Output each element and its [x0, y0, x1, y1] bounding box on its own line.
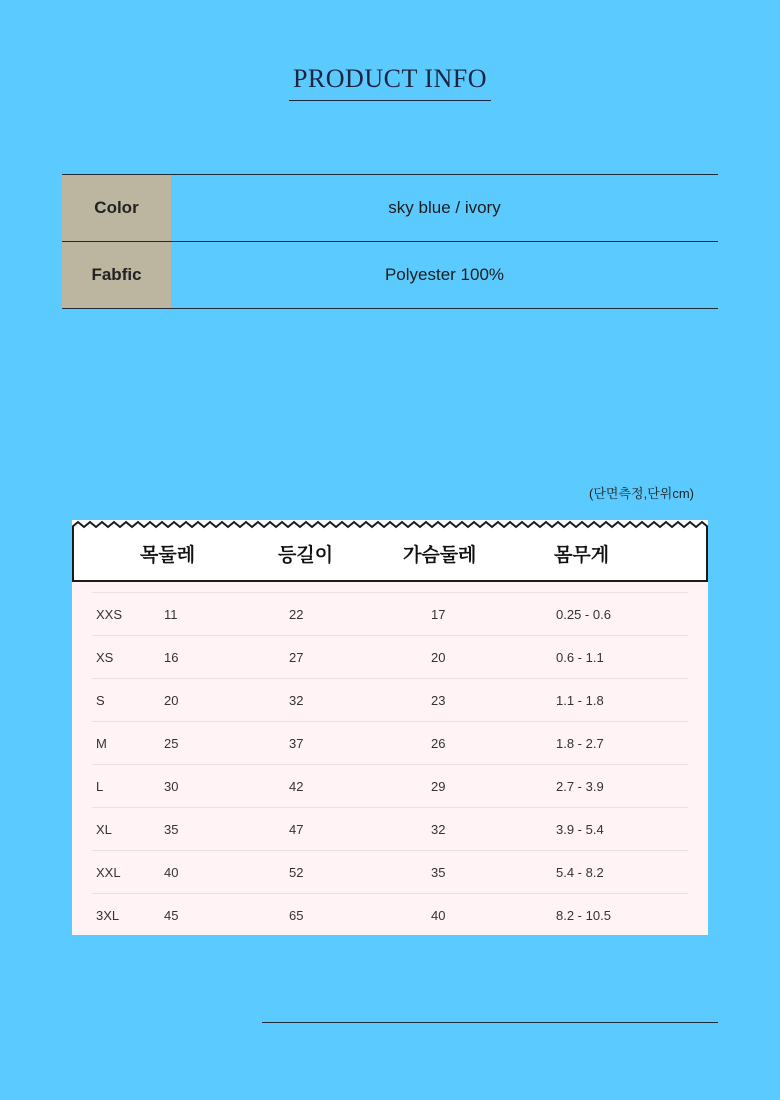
- table-row: [92, 636, 688, 679]
- size-rows: [92, 592, 688, 936]
- back-length-cell: 27: [289, 650, 304, 665]
- header-back-length: 등길이: [278, 545, 334, 566]
- weight-cell: 0.6 - 1.1: [556, 650, 604, 665]
- info-label: Color: [62, 175, 171, 241]
- header-weight: 몸무게: [554, 545, 610, 566]
- chest-cell: 26: [431, 736, 446, 751]
- table-row: [92, 593, 688, 636]
- size-cell: M: [96, 736, 107, 751]
- header-border-right: [706, 526, 708, 581]
- size-chart-header: [72, 520, 708, 582]
- weight-cell: 5.4 - 8.2: [556, 865, 604, 880]
- chest-cell: 17: [431, 607, 446, 622]
- weight-cell: 0.25 - 0.6: [556, 607, 611, 622]
- weight-cell: 2.7 - 3.9: [556, 779, 604, 794]
- size-cell: L: [96, 779, 104, 794]
- weight-cell: 8.2 - 10.5: [556, 908, 611, 923]
- header-border-left: [72, 526, 74, 581]
- header-neck: 목둘레: [140, 545, 196, 566]
- back-length-cell: 32: [289, 693, 304, 708]
- chest-cell: 20: [431, 650, 446, 665]
- table-row: [92, 722, 688, 765]
- page-title: PRODUCT INFO: [289, 64, 491, 101]
- neck-cell: 25: [164, 736, 179, 751]
- size-chart: [72, 520, 708, 935]
- size-cell: XL: [96, 822, 112, 837]
- size-cell: XS: [96, 650, 114, 665]
- chest-cell: 40: [431, 908, 446, 923]
- neck-cell: 30: [164, 779, 179, 794]
- table-row: [92, 851, 688, 894]
- back-length-cell: 22: [289, 607, 304, 622]
- unit-note: (단면측정,단위cm): [589, 486, 694, 501]
- neck-cell: 40: [164, 865, 179, 880]
- back-length-cell: 52: [289, 865, 304, 880]
- neck-cell: 45: [164, 908, 179, 923]
- info-row-fabric: [62, 242, 718, 309]
- size-cell: 3XL: [96, 908, 120, 923]
- table-row: [92, 679, 688, 722]
- info-row-color: [62, 175, 718, 242]
- neck-cell: 20: [164, 693, 179, 708]
- neck-cell: 16: [164, 650, 179, 665]
- chest-cell: 35: [431, 865, 446, 880]
- title-block: [0, 64, 780, 101]
- divider: [262, 1022, 718, 1023]
- chest-cell: 23: [431, 693, 446, 708]
- neck-cell: 35: [164, 822, 179, 837]
- size-cell: XXL: [96, 865, 121, 880]
- zigzag-border: [72, 520, 708, 530]
- weight-cell: 3.9 - 5.4: [556, 822, 604, 837]
- chest-cell: 29: [431, 779, 446, 794]
- header-chest: 가슴둘레: [403, 545, 477, 566]
- back-length-cell: 42: [289, 779, 304, 794]
- product-info-table: [62, 174, 718, 309]
- size-cell: S: [96, 693, 105, 708]
- chest-cell: 32: [431, 822, 446, 837]
- weight-cell: 1.8 - 2.7: [556, 736, 604, 751]
- table-row: [92, 894, 688, 936]
- neck-cell: 11: [164, 607, 178, 622]
- weight-cell: 1.1 - 1.8: [556, 693, 604, 708]
- back-length-cell: 37: [289, 736, 304, 751]
- table-row: [92, 808, 688, 851]
- info-value: sky blue / ivory: [388, 198, 501, 217]
- info-value: Polyester 100%: [384, 265, 505, 284]
- size-cell: XXS: [96, 607, 123, 622]
- back-length-cell: 47: [289, 822, 304, 837]
- info-label: Fabfic: [62, 242, 171, 308]
- back-length-cell: 65: [289, 908, 304, 923]
- table-row: [92, 765, 688, 808]
